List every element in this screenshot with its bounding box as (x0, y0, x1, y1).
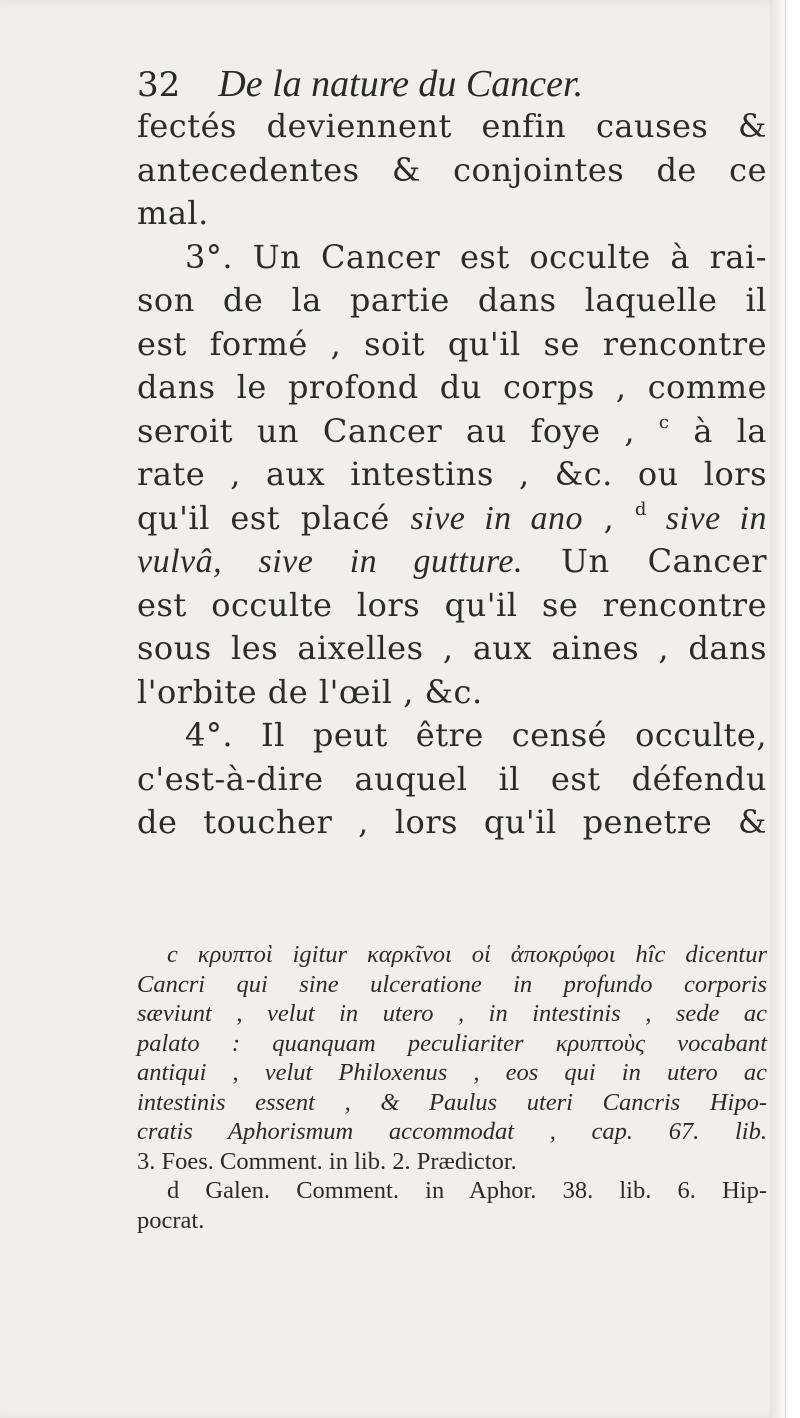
running-title: De la nature du Cancer. (218, 63, 584, 105)
body-line: sous les aixelles , aux aines , dans (137, 629, 767, 667)
page-number: 32 (137, 65, 181, 105)
body-line: antecedentes & conjointes de ce (137, 150, 767, 189)
footnotes (137, 940, 767, 1235)
running-head (137, 62, 777, 106)
footnote-line: pocrat. (137, 1206, 205, 1234)
body-line-part: qu'il est placé (137, 498, 411, 537)
footnote-line: c κρυπτοὶ igitur καρκῖνοι οἱ ἀποκρύφοι hîc dicentur (167, 941, 767, 968)
body-line (137, 540, 767, 584)
body-text (137, 105, 767, 845)
footnote-line: d Galen. Comment. in Aphor. 38. lib. 6. Hip- (167, 1177, 767, 1204)
body-line: c'est-à-dire auquel il est défendu (137, 759, 767, 798)
body-line: 4°. Il peut être censé occulte, (185, 716, 767, 754)
body-line: dans le profond du corps , comme (137, 368, 767, 406)
body-line: est occulte lors qu'il se rencontre (137, 585, 767, 624)
body-line: son de la partie dans laquelle il (137, 281, 767, 319)
body-line-part: seroit un Cancer au foye , (137, 411, 659, 450)
footnote-ref-d: d (634, 498, 647, 520)
body-line: 3°. Un Cancer est occulte à rai- (185, 237, 767, 276)
body-line-part: à la (693, 411, 768, 450)
footnote-ref-c: c (658, 411, 670, 433)
body-line: fectés deviennent enfin causes & (137, 107, 767, 145)
body-line: mal. (137, 194, 209, 232)
body-line-part: , (583, 498, 635, 537)
body-line: de toucher , lors qu'il penetre & (137, 803, 767, 841)
latin-phrase: sive in ano (410, 499, 584, 537)
footnote-line: intestinis essent , & Paulus uteri Cancris Hipo- (137, 1088, 767, 1116)
page-edge (770, 0, 785, 1418)
body-line: est formé , soit qu'il se rencontre (137, 324, 767, 363)
body-line: l'orbite de l'œil , &c. (137, 672, 483, 711)
body-line-with-ref (137, 497, 767, 541)
body-line-with-ref (137, 410, 767, 454)
footnote-line: palato : quanquam peculiariter κρυπτοὺς vocabant (137, 1029, 767, 1057)
footnote-line: cratis Aphorismum accommodat , cap. 67. lib. (137, 1118, 767, 1145)
footnote-line: Cancri qui sine ulceratione in profundo corporis (137, 970, 767, 998)
latin-phrase: sive in (646, 499, 768, 537)
footnote-line: sæviunt , velut in utero , in intestinis , sede ac (137, 1000, 767, 1027)
body-line-part: Un Cancer (523, 542, 768, 580)
footnote-line: antiqui , velut Philoxenus , eos qui in utero ac (137, 1059, 767, 1086)
body-line: rate , aux intestins , &c. ou lors (137, 455, 767, 493)
footnote-line: 3. Foes. Comment. in lib. 2. Prædictor. (137, 1147, 517, 1175)
latin-phrase: vulvâ, sive in gutture. (137, 543, 524, 580)
